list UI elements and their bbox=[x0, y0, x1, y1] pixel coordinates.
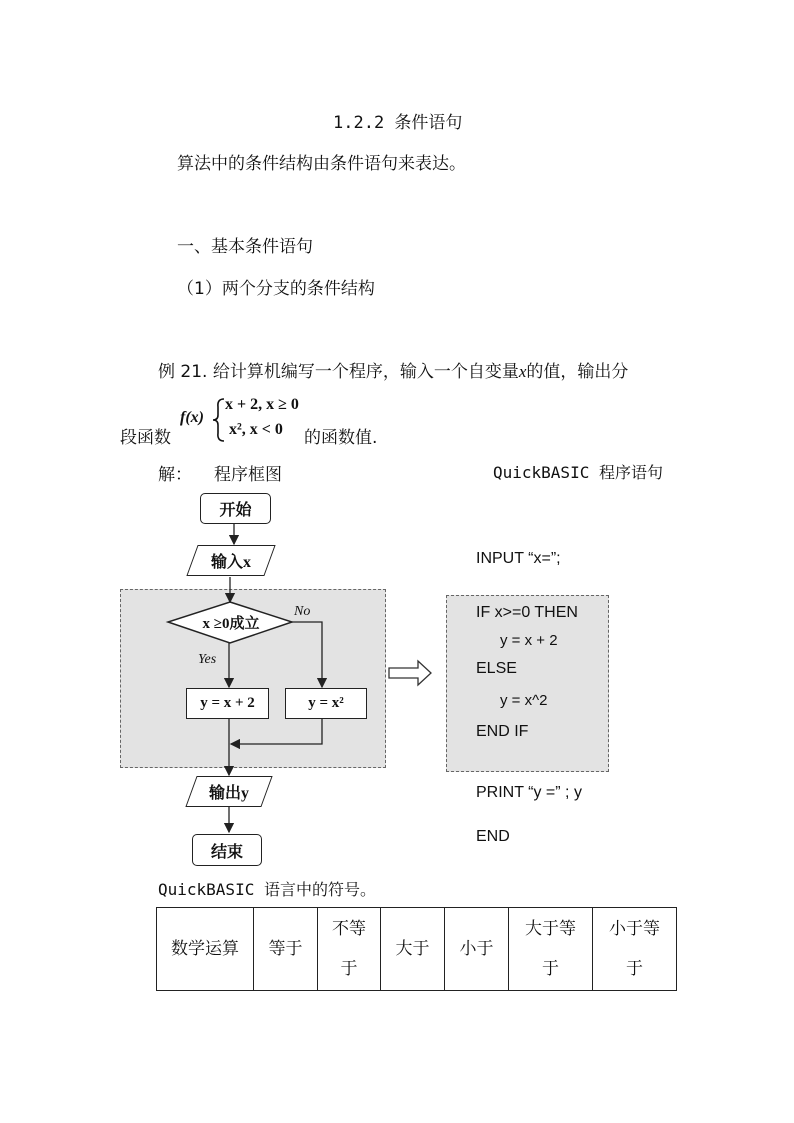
section-title: 1.2.2 条件语句 bbox=[333, 113, 463, 133]
code-then-stmt: y = x + 2 bbox=[500, 632, 558, 649]
piecewise-case-2: x², x < 0 bbox=[229, 421, 283, 438]
piecewise-case-1: x + 2, x ≥ 0 bbox=[225, 396, 299, 413]
flow-no-label: No bbox=[294, 604, 311, 619]
flow-end: 结束 bbox=[192, 834, 262, 866]
code-endif-line: END IF bbox=[476, 723, 529, 740]
code-end-line: END bbox=[476, 828, 510, 845]
flow-output bbox=[191, 776, 267, 807]
symbols-caption: QuickBASIC 语言中的符号。 bbox=[158, 880, 376, 899]
flow-yes-process: y = x + 2 bbox=[186, 688, 269, 719]
code-if-line: IF x>=0 THEN bbox=[476, 604, 578, 621]
code-else-stmt: y = x^2 bbox=[500, 692, 548, 709]
code-input-line: INPUT “x=”; bbox=[476, 550, 561, 567]
heading-basic-conditional: 一、基本条件语句 bbox=[177, 237, 313, 257]
flow-yes-label: Yes bbox=[198, 652, 217, 667]
code-print-line: PRINT “y =” ; y bbox=[476, 784, 582, 801]
intro-text: 算法中的条件结构由条件语句来表达。 bbox=[177, 154, 466, 174]
flow-condition-label: x ≥0成立 bbox=[202, 616, 260, 632]
heading-two-branch: （1）两个分支的条件结构 bbox=[177, 279, 375, 299]
code-else-line: ELSE bbox=[476, 660, 517, 677]
table-cell: 等于 bbox=[254, 908, 318, 991]
flow-start: 开始 bbox=[200, 493, 271, 524]
flow-no-process: y = x² bbox=[285, 688, 367, 719]
flow-input bbox=[192, 545, 270, 576]
flow-input-label: 输入x bbox=[210, 554, 251, 571]
solution-label: 解： bbox=[158, 465, 192, 485]
right-arrow-icon bbox=[389, 661, 431, 685]
table-cell: 小于 bbox=[445, 908, 509, 991]
table-cell: 数学运算 bbox=[157, 908, 254, 991]
table-cell: 大于 bbox=[381, 908, 445, 991]
example-var: x bbox=[518, 362, 527, 381]
piecewise-function-name: f(x) bbox=[180, 409, 204, 426]
symbols-table bbox=[156, 907, 677, 991]
flowchart-title: 程序框图 bbox=[214, 465, 282, 485]
table-row bbox=[157, 908, 677, 991]
example-text: 例 21. 给计算机编写一个程序，输入一个自变量 bbox=[158, 362, 519, 382]
example-text-end: 的值，输出分 bbox=[526, 362, 629, 382]
example-line-2-prefix: 段函数 bbox=[120, 428, 171, 448]
table-cell: 不等 于 bbox=[318, 908, 381, 991]
example-line-2-suffix: 的函数值. bbox=[304, 428, 378, 448]
table-cell: 大于等 于 bbox=[509, 908, 593, 991]
flow-output-label: 输出y bbox=[208, 785, 249, 802]
table-cell: 小于等 于 bbox=[593, 908, 677, 991]
code-title: QuickBASIC 程序语句 bbox=[493, 463, 663, 482]
